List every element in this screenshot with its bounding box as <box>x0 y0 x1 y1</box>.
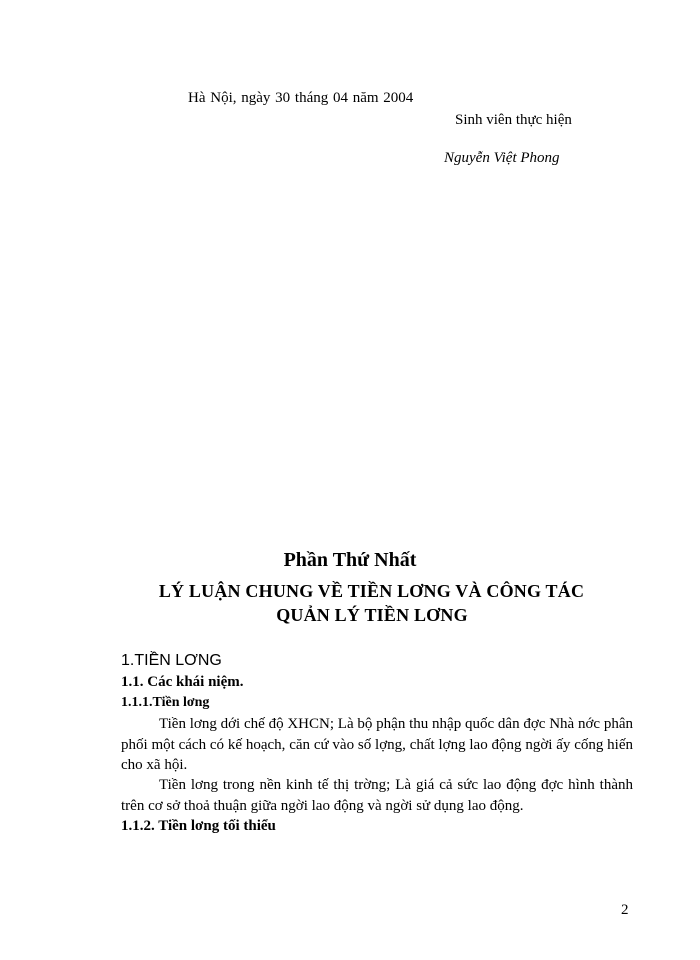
date-line: Hà Nội, ngày 30 tháng 04 năm 2004 <box>188 90 414 106</box>
paragraph-2-text: Tiền lơng trong nền kinh tế thị trờng; Là giá cả sức lao động đợc hình thành trên cơ sở thoả thuận giữa ngời lao động và ngời sử dụng lao động. <box>121 777 633 814</box>
paragraph-2 <box>121 775 633 816</box>
subsection-heading-1-1: 1.1. Các khái niệm. <box>121 674 244 690</box>
section-heading: 1.TIỀN LƠNG <box>121 652 222 669</box>
subsection-heading-1-1-2: 1.1.2. Tiền lơng tối thiểu <box>121 818 276 834</box>
page-number: 2 <box>621 902 629 918</box>
paragraph-1 <box>121 714 633 776</box>
chapter-heading-line-2: QUẢN LÝ TIỀN LƠNG <box>276 605 468 625</box>
paragraph-1-text: Tiền lơng dới chế độ XHCN; Là bộ phận thu nhập quốc dân đợc Nhà nớc phân phối một cách có kế hoạch, căn cứ vào số lợng, chất lợng lao động ngời ấy cống hiến cho xã hội. <box>121 716 633 773</box>
signer-title: Sinh viên thực hiện <box>455 112 572 128</box>
signer-name: Nguyễn Việt Phong <box>444 150 560 166</box>
chapter-heading-line-1: LÝ LUẬN CHUNG VỀ TIỀN LƠNG VÀ CÔNG TÁC <box>158 581 585 601</box>
subsection-heading-1-1-1: 1.1.1.Tiền lơng <box>121 695 210 710</box>
part-title: Phần Thứ Nhất <box>283 549 417 571</box>
